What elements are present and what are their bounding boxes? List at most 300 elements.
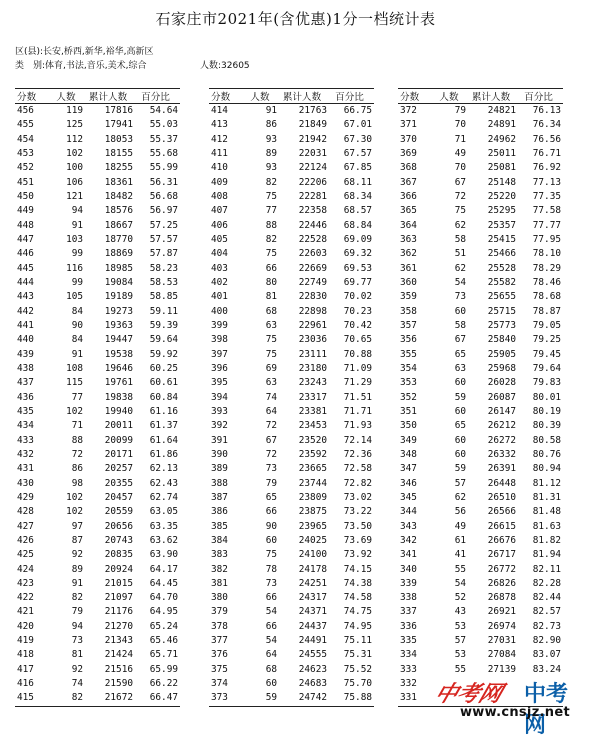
cumulative-cell: 26391 — [487, 463, 516, 475]
table-row — [209, 262, 374, 276]
cumulative-cell: 20171 — [104, 448, 133, 460]
cumulative-cell: 23111 — [298, 348, 327, 360]
score-cell: 424 — [17, 563, 34, 575]
percent-cell: 79.05 — [532, 319, 561, 331]
score-cell: 387 — [211, 491, 228, 503]
percent-cell: 66.75 — [343, 105, 372, 116]
table-row — [15, 161, 180, 175]
watermark-script-text: 中考网 — [431, 681, 506, 707]
cumulative-cell: 23665 — [298, 463, 327, 475]
score-cell: 364 — [400, 219, 417, 231]
percent-cell: 61.16 — [149, 405, 178, 417]
count-cell: 66 — [265, 506, 277, 518]
score-cell: 374 — [211, 678, 228, 690]
table-row — [398, 319, 563, 333]
cumulative-cell: 26272 — [487, 434, 516, 446]
table-row — [209, 548, 374, 562]
score-cell: 343 — [400, 520, 417, 532]
table-row — [15, 133, 180, 147]
count-cell: 86 — [71, 463, 83, 475]
cumulative-cell: 24683 — [298, 678, 327, 690]
table-row — [15, 634, 180, 648]
count-cell: 72 — [265, 448, 277, 460]
table-row — [398, 348, 563, 362]
count-cell: 99 — [71, 276, 83, 288]
score-cell: 368 — [400, 162, 417, 174]
cumulative-cell: 21097 — [104, 592, 133, 604]
count-cell: 75 — [265, 190, 277, 202]
score-cell: 378 — [211, 620, 228, 632]
table-row — [209, 290, 374, 304]
score-cell: 332 — [400, 678, 417, 690]
count-cell: 79 — [454, 105, 466, 116]
table-row — [398, 648, 563, 662]
table-row — [398, 190, 563, 204]
count-cell: 73 — [454, 291, 466, 303]
percent-cell: 81.82 — [532, 534, 561, 546]
score-cell: 403 — [211, 262, 228, 274]
count-cell: 77 — [71, 391, 83, 403]
count-cell: 75 — [265, 348, 277, 360]
count-cell: 90 — [265, 520, 277, 532]
count-cell: 60 — [454, 305, 466, 317]
count-cell: 82 — [71, 592, 83, 604]
score-cell: 452 — [17, 162, 34, 174]
score-cell: 392 — [211, 420, 228, 432]
percent-cell: 80.01 — [532, 391, 561, 403]
table-row — [209, 204, 374, 218]
cumulative-cell: 23809 — [298, 491, 327, 503]
cumulative-cell: 24437 — [298, 620, 327, 632]
score-cell: 421 — [17, 606, 34, 618]
cumulative-cell: 22830 — [298, 291, 327, 303]
cumulative-cell: 26921 — [487, 606, 516, 618]
count-cell: 79 — [265, 477, 277, 489]
table-row — [15, 462, 180, 476]
percent-cell: 64.45 — [149, 577, 178, 589]
percent-cell: 67.01 — [343, 119, 372, 131]
table-row — [209, 405, 374, 419]
score-cell: 417 — [17, 663, 34, 675]
score-cell: 331 — [398, 691, 432, 706]
score-cell: 384 — [211, 534, 228, 546]
cumulative-cell: 26510 — [487, 491, 516, 503]
count-cell: 119 — [66, 105, 83, 116]
count-cell: 59 — [454, 463, 466, 475]
table-row — [15, 434, 180, 448]
count-cell: 92 — [71, 663, 83, 675]
percent-cell: 81.63 — [532, 520, 561, 532]
score-cell: 435 — [17, 405, 34, 417]
percent-cell: 56.97 — [149, 205, 178, 217]
table-row — [15, 677, 180, 691]
percent-cell: 82.28 — [532, 577, 561, 589]
score-cell: 451 — [17, 176, 34, 188]
score-cell: 397 — [211, 348, 228, 360]
percent-cell: 75.88 — [327, 691, 374, 706]
score-cell: 440 — [17, 334, 34, 346]
table-row — [15, 348, 180, 362]
percent-cell: 58.23 — [149, 262, 178, 274]
count-cell: 54 — [454, 577, 466, 589]
cumulative-cell: 21516 — [104, 663, 133, 675]
table-row — [15, 333, 180, 347]
table-row — [15, 305, 180, 319]
table-row — [398, 419, 563, 433]
count-cell: 51 — [454, 248, 466, 260]
count-cell: 58 — [454, 319, 466, 331]
count-cell: 91 — [71, 577, 83, 589]
cumulative-cell: 24317 — [298, 592, 327, 604]
count-cell: 66 — [265, 262, 277, 274]
table-row — [209, 276, 374, 290]
percent-cell: 75.52 — [343, 663, 372, 675]
count-cell: 41 — [454, 549, 466, 561]
score-cell: 431 — [17, 463, 34, 475]
percent-cell: 70.88 — [343, 348, 372, 360]
percent-cell: 71.93 — [343, 420, 372, 432]
cumulative-cell: 25466 — [487, 248, 516, 260]
percent-cell: 61.86 — [149, 448, 178, 460]
count-cell: 69 — [265, 362, 277, 374]
cumulative-cell: 24100 — [298, 549, 327, 561]
score-cell: 442 — [17, 305, 34, 317]
score-cell: 448 — [17, 219, 34, 231]
table-row — [398, 405, 563, 419]
score-cell: 410 — [211, 162, 228, 174]
count-cell: 72 — [265, 420, 277, 432]
cumulative-cell: 22281 — [298, 190, 327, 202]
cumulative-cell: 26974 — [487, 620, 516, 632]
table-row — [209, 319, 374, 333]
cumulative-cell: 25840 — [487, 334, 516, 346]
count-cell: 74 — [71, 678, 83, 690]
category-line — [15, 58, 250, 71]
percent-cell: 71.71 — [343, 405, 372, 417]
percent-cell: 74.15 — [343, 563, 372, 575]
table-row — [398, 133, 563, 147]
cumulative-cell: 24251 — [298, 577, 327, 589]
percent-cell: 56.68 — [149, 190, 178, 202]
score-cell: 416 — [17, 678, 34, 690]
column-header: 百分比 — [133, 89, 180, 104]
percent-cell: 80.94 — [532, 463, 561, 475]
table-row — [209, 434, 374, 448]
percent-cell: 64.17 — [149, 563, 178, 575]
score-cell: 377 — [211, 635, 228, 647]
percent-cell: 62.74 — [149, 491, 178, 503]
cumulative-cell: 26087 — [487, 391, 516, 403]
count-cell: 99 — [71, 248, 83, 260]
cumulative-cell: 21763 — [298, 105, 327, 116]
table-row — [209, 691, 374, 706]
table-row — [398, 620, 563, 634]
cumulative-cell: 26448 — [487, 477, 516, 489]
count-cell: 61 — [454, 534, 466, 546]
score-cell: 419 — [17, 635, 34, 647]
table-row — [398, 391, 563, 405]
count-cell: 100 — [66, 162, 83, 174]
percent-cell: 58.85 — [149, 291, 178, 303]
percent-cell: 66.22 — [149, 678, 178, 690]
cumulative-cell: 23180 — [298, 362, 327, 374]
table-row — [398, 534, 563, 548]
table-row — [398, 434, 563, 448]
cumulative-cell: 25968 — [487, 362, 516, 374]
watermark-url: www.cnsjz.net — [460, 705, 570, 720]
percent-cell: 71.09 — [343, 362, 372, 374]
table-row — [15, 448, 180, 462]
count-cell: 65 — [265, 491, 277, 503]
percent-cell: 66.47 — [133, 691, 180, 706]
percent-cell: 61.64 — [149, 434, 178, 446]
table-row — [15, 534, 180, 548]
score-cell: 455 — [17, 119, 34, 131]
cumulative-cell: 21270 — [104, 620, 133, 632]
cumulative-cell: 19646 — [104, 362, 133, 374]
score-cell: 386 — [211, 506, 228, 518]
score-table-2 — [209, 88, 374, 707]
count-cell: 105 — [66, 291, 83, 303]
score-cell: 370 — [400, 133, 417, 145]
column-header: 人数 — [49, 89, 83, 104]
count-cell: 77 — [265, 205, 277, 217]
count-cell: 74 — [265, 391, 277, 403]
cumulative-cell: 22749 — [298, 276, 327, 288]
percent-cell: 65.24 — [149, 620, 178, 632]
cumulative-cell: 22446 — [298, 219, 327, 231]
table-row — [15, 491, 180, 505]
count-cell: 108 — [66, 362, 83, 374]
score-cell: 441 — [17, 319, 34, 331]
count-cell: 60 — [265, 534, 277, 546]
count-cell: 112 — [66, 133, 83, 145]
cumulative-cell: 20559 — [104, 506, 133, 518]
cumulative-cell: 25528 — [487, 262, 516, 274]
count-cell: 84 — [71, 334, 83, 346]
table-row — [209, 563, 374, 577]
cumulative-cell: 23875 — [298, 506, 327, 518]
percent-cell: 62.13 — [149, 463, 178, 475]
percent-cell: 82.57 — [532, 606, 561, 618]
score-cell: 434 — [17, 420, 34, 432]
count-cell: 102 — [66, 405, 83, 417]
count-cell: 116 — [66, 262, 83, 274]
table-row — [398, 362, 563, 376]
count-cell: 70 — [454, 162, 466, 174]
count-cell: 82 — [49, 691, 83, 706]
count-cell: 82 — [265, 233, 277, 245]
cumulative-cell: 21942 — [298, 133, 327, 145]
table-row — [398, 219, 563, 233]
cumulative-cell: 19447 — [104, 334, 133, 346]
table-row — [15, 262, 180, 276]
percent-cell: 70.02 — [343, 291, 372, 303]
count-cell: 62 — [454, 262, 466, 274]
percent-cell: 83.07 — [532, 649, 561, 661]
score-cell: 357 — [400, 319, 417, 331]
table-header-row — [15, 89, 180, 104]
percent-cell: 55.03 — [149, 119, 178, 131]
cumulative-cell: 27139 — [487, 663, 516, 675]
cumulative-cell: 18361 — [104, 176, 133, 188]
score-cell: 359 — [400, 291, 417, 303]
percent-cell: 82.90 — [532, 635, 561, 647]
percent-cell: 73.50 — [343, 520, 372, 532]
table-row — [209, 462, 374, 476]
count-cell: 62 — [454, 491, 466, 503]
percent-cell: 76.92 — [532, 162, 561, 174]
count-cell: 60 — [454, 405, 466, 417]
percent-cell: 80.58 — [532, 434, 561, 446]
percent-cell: 81.12 — [532, 477, 561, 489]
table-row — [398, 591, 563, 605]
count-cell: 52 — [454, 592, 466, 604]
cumulative-cell: 25415 — [487, 233, 516, 245]
score-cell: 362 — [400, 248, 417, 260]
count-cell: 60 — [454, 377, 466, 389]
percent-cell: 77.77 — [532, 219, 561, 231]
table-row — [15, 233, 180, 247]
table-row — [398, 462, 563, 476]
count-cell: 88 — [265, 219, 277, 231]
table-row — [398, 262, 563, 276]
percent-cell: 77.13 — [532, 176, 561, 188]
score-cell: 351 — [400, 405, 417, 417]
cumulative-cell: 27084 — [487, 649, 516, 661]
table-row — [15, 219, 180, 233]
score-cell: 354 — [400, 362, 417, 374]
percent-cell: 56.31 — [149, 176, 178, 188]
score-cell: 406 — [211, 219, 228, 231]
percent-cell: 68.11 — [343, 176, 372, 188]
table-row — [398, 176, 563, 190]
score-cell: 341 — [400, 549, 417, 561]
count-cell: 59 — [454, 391, 466, 403]
table-row — [15, 247, 180, 261]
column-header: 累计人数 — [83, 89, 133, 104]
score-table-3 — [398, 88, 563, 707]
count-cell: 94 — [71, 620, 83, 632]
table-row — [209, 591, 374, 605]
table-row — [209, 147, 374, 161]
table-row — [15, 190, 180, 204]
count-cell: 89 — [71, 563, 83, 575]
count-cell: 73 — [71, 635, 83, 647]
cumulative-cell: 24555 — [298, 649, 327, 661]
percent-cell: 78.68 — [532, 291, 561, 303]
score-cell: 423 — [17, 577, 34, 589]
score-cell: 333 — [400, 663, 417, 675]
score-cell: 334 — [400, 649, 417, 661]
table-row — [209, 376, 374, 390]
cumulative-cell: 19538 — [104, 348, 133, 360]
count-cell: 65 — [454, 420, 466, 432]
table-row — [398, 577, 563, 591]
score-cell: 347 — [400, 463, 417, 475]
percent-cell: 77.58 — [532, 205, 561, 217]
score-cell: 411 — [211, 147, 228, 159]
cumulative-cell: 25081 — [487, 162, 516, 174]
cumulative-cell: 23317 — [298, 391, 327, 403]
cumulative-cell: 24891 — [487, 119, 516, 131]
percent-cell: 65.46 — [149, 635, 178, 647]
score-cell: 439 — [17, 348, 34, 360]
table-header-row — [398, 89, 563, 104]
percent-cell: 81.31 — [532, 491, 561, 503]
table-row — [15, 176, 180, 190]
score-cell: 433 — [17, 434, 34, 446]
percent-cell: 60.61 — [149, 377, 178, 389]
count-cell: 57 — [454, 635, 466, 647]
score-cell: 399 — [211, 319, 228, 331]
percent-cell: 69.77 — [343, 276, 372, 288]
table-row — [398, 548, 563, 562]
score-cell: 436 — [17, 391, 34, 403]
table-row — [398, 118, 563, 132]
table-row — [209, 161, 374, 175]
percent-cell: 77.95 — [532, 233, 561, 245]
column-header: 百分比 — [516, 89, 563, 104]
cumulative-cell: 22898 — [298, 305, 327, 317]
percent-cell: 70.23 — [343, 305, 372, 317]
percent-cell: 76.13 — [532, 105, 561, 116]
percent-cell: 80.39 — [532, 420, 561, 432]
percent-cell: 60.25 — [149, 362, 178, 374]
score-cell: 402 — [211, 276, 228, 288]
table-row — [15, 204, 180, 218]
table-row — [209, 419, 374, 433]
score-cell: 420 — [17, 620, 34, 632]
cumulative-cell: 22961 — [298, 319, 327, 331]
percent-cell: 74.75 — [343, 606, 372, 618]
count-cell: 91 — [71, 219, 83, 231]
count-cell: 71 — [454, 133, 466, 145]
score-cell: 390 — [211, 448, 228, 460]
cumulative-cell: 26772 — [487, 563, 516, 575]
table-row — [15, 477, 180, 491]
score-cell: 346 — [400, 477, 417, 489]
percent-cell: 77.35 — [532, 190, 561, 202]
percent-cell: 71.29 — [343, 377, 372, 389]
table-row — [209, 677, 374, 691]
count-cell: 86 — [265, 119, 277, 131]
table-row — [15, 548, 180, 562]
score-cell: 454 — [17, 133, 34, 145]
percent-cell: 79.83 — [532, 377, 561, 389]
cumulative-cell: 24623 — [298, 663, 327, 675]
table-row — [398, 290, 563, 304]
score-cell: 358 — [400, 305, 417, 317]
cumulative-cell: 22031 — [298, 147, 327, 159]
percent-cell: 79.45 — [532, 348, 561, 360]
score-cell: 438 — [17, 362, 34, 374]
percent-cell: 67.85 — [343, 162, 372, 174]
count-cell: 49 — [454, 520, 466, 532]
count-cell: 63 — [265, 319, 277, 331]
percent-cell: 70.65 — [343, 334, 372, 346]
score-cell: 425 — [17, 549, 34, 561]
count-cell: 66 — [265, 592, 277, 604]
cumulative-cell: 20743 — [104, 534, 133, 546]
count-cell: 63 — [454, 362, 466, 374]
count-cell: 72 — [71, 448, 83, 460]
percent-cell: 75.31 — [343, 649, 372, 661]
percent-cell: 76.56 — [532, 133, 561, 145]
percent-cell: 80.19 — [532, 405, 561, 417]
percent-cell: 70.42 — [343, 319, 372, 331]
count-cell: 75 — [454, 205, 466, 217]
